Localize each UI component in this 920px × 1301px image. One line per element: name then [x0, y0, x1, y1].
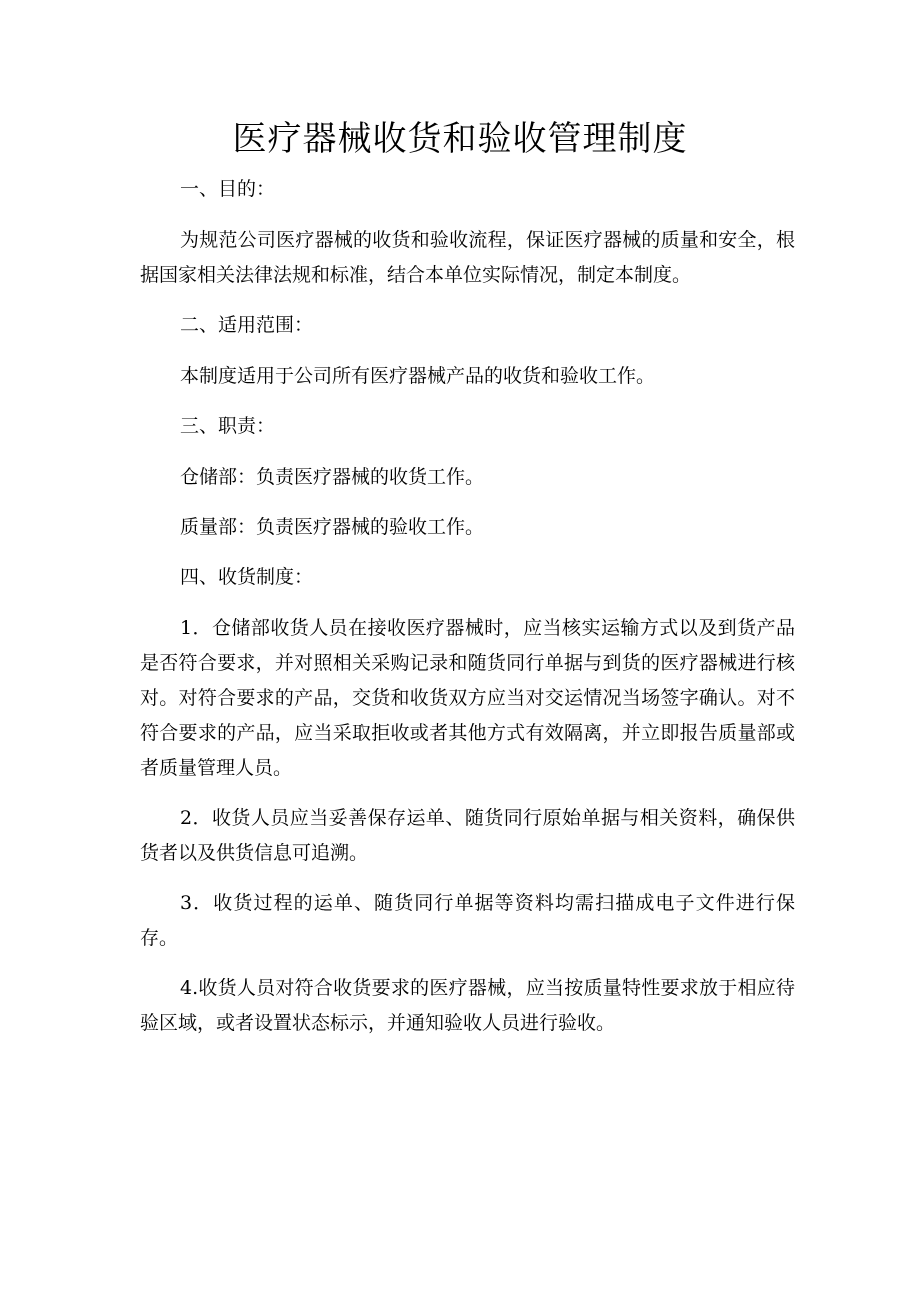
paragraph-receiving-3: 3．收货过程的运单、随货同行单据等资料均需扫描成电子文件进行保存。 — [140, 892, 795, 949]
section-heading-scope: 二、适用范围： — [180, 314, 314, 336]
paragraph-receiving-1: 1．仓储部收货人员在接收医疗器械时，应当核实运输方式以及到货产品是否符合要求，并对照相关采购记录和随货同行单据与到货的医疗器械进行核对。对符合要求的产品，交货和收货双方应当对交运情况当场签字确认。对不符合要求的产品，应当采取拒收或者其他方式有效隔离，并立即报告质量部或者质量管理人员。 — [140, 617, 795, 779]
paragraph-scope: 本制度适用于公司所有医疗器械产品的收货和验收工作。 — [180, 365, 656, 387]
document-body — [140, 172, 795, 1056]
section-heading-receiving: 四、收货制度： — [180, 566, 314, 588]
section-heading-purpose: 一、目的： — [180, 178, 276, 200]
document-title: 医疗器械收货和验收管理制度 — [232, 119, 688, 159]
paragraph-receiving-4: 4.收货人员对符合收货要求的医疗器械，应当按质量特性要求放于相应待验区域，或者设置状态标示，并通知验收人员进行验收。 — [140, 977, 795, 1034]
paragraph-warehouse-duty: 仓储部：负责医疗器械的收货工作。 — [180, 466, 485, 488]
section-heading-responsibilities: 三、职责： — [180, 415, 276, 437]
paragraph-quality-duty: 质量部：负责医疗器械的验收工作。 — [180, 516, 485, 538]
paragraph-receiving-2: 2．收货人员应当妥善保存运单、随货同行原始单据与相关资料，确保供货者以及供货信息可追溯。 — [140, 807, 795, 864]
paragraph-purpose: 为规范公司医疗器械的收货和验收流程，保证医疗器械的质量和安全，根据国家相关法律法规和标准，结合本单位实际情况，制定本制度。 — [140, 229, 795, 286]
